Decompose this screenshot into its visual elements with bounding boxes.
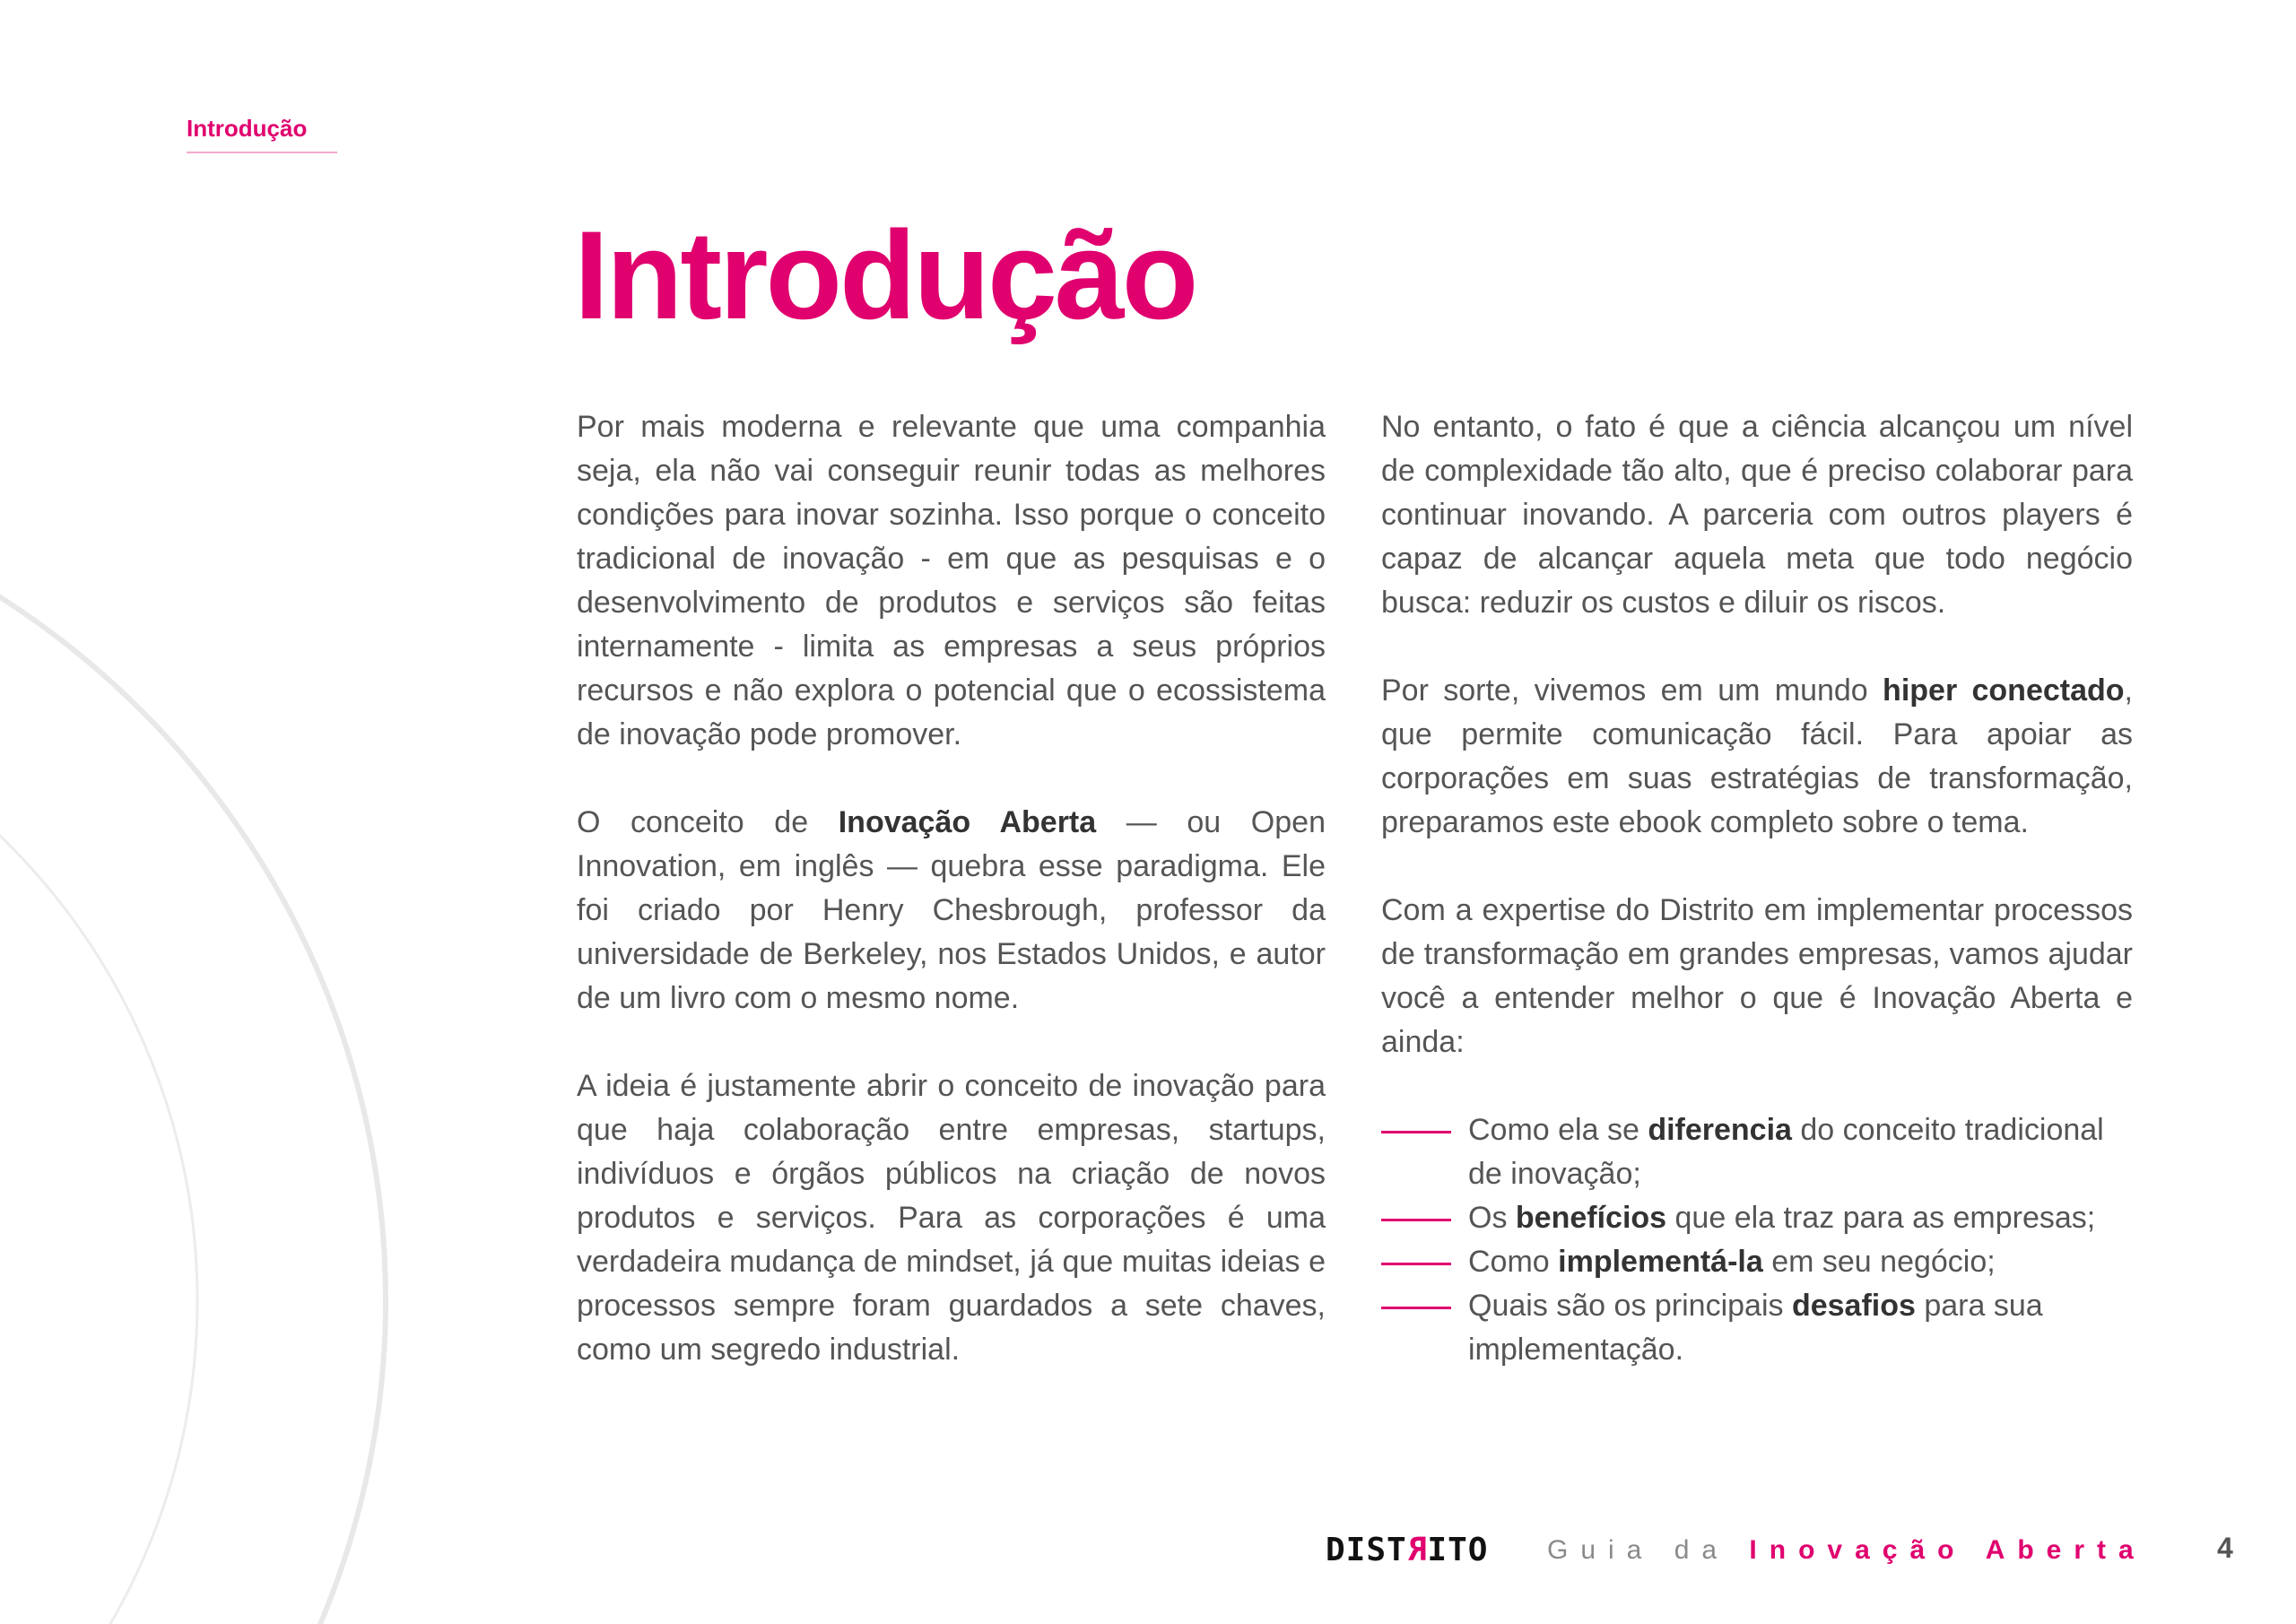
list-item: Como implementá-la em seu negócio; (1381, 1240, 2133, 1284)
right-paragraph-2: Por sorte, vivemos em um mundo hiper conectado, que permite comunicação fácil. Para apoiar as corporações em suas estratégias de transformação, preparamos este ebook completo sobre o tema. (1381, 673, 2133, 839)
guide-title: Guia da Inovação Aberta (1547, 1535, 2146, 1565)
section-tag: Introdução (187, 115, 337, 153)
right-paragraph-3: Com a expertise do Distrito em implementar processos de transformação em grandes empresas, vamos ajudar você a entender melhor o que é Inovação Aberta e ainda: (1381, 893, 2133, 1059)
right-paragraph-1: No entanto, o fato é que a ciência alcançou um nível de complexidade tão alto, que é preciso colaborar para continuar inovando. A parceria com outros players é capaz de alcançar aquela meta que todo negócio busca: reduzir os custos e diluir os riscos. (1381, 410, 2133, 620)
list-item: Como ela se diferencia do conceito tradicional de inovação; (1381, 1108, 2133, 1196)
highlight-inovacao-aberta: Inovação Aberta (838, 805, 1097, 839)
distrito-logo: DISTRITO (1326, 1532, 1489, 1568)
inner-arc (0, 655, 197, 1624)
outer-arc (0, 466, 386, 1624)
topics-list (1381, 1108, 2133, 1372)
right-column (1381, 405, 2133, 1372)
page-number: 4 (2217, 1532, 2233, 1564)
left-paragraph-3: A ideia é justamente abrir o conceito de inovação para que haja colaboração entre empresas, startups, indivíduos e órgãos públicos na criação de novos produtos e serviços. Para as corporações é uma verdadeira mudança de mindset, já que muitas ideias e processos sempre foram guardados a sete chaves, como um segredo industrial. (577, 1069, 1326, 1367)
highlight-hiper-conectado: hiper conectado (1883, 673, 2125, 708)
left-paragraph-1: Por mais moderna e relevante que uma companhia seja, ela não vai conseguir reunir todas as melhores condições para inovar sozinha. Isso porque o conceito tradicional de inovação - em que as pesquisas e o desenvolvimento de produtos e serviços são feitas internamente - limita as empresas a seus próprios recursos e não explora o potencial que o ecossistema de inovação pode promover. (577, 410, 1326, 751)
list-item: Quais são os principais desafios para sua implementação. (1381, 1284, 2133, 1372)
page-title: Introdução (574, 204, 1196, 345)
left-column (577, 405, 1326, 1416)
left-paragraph-2: O conceito de Inovação Aberta — ou Open Innovation, em inglês — quebra esse paradigma. Ele foi criado por Henry Chesbrough, professor da universidade de Berkeley, nos Estados Unidos, e autor de um livro com o mesmo nome. (577, 805, 1326, 1015)
list-item: Os benefícios que ela traz para as empresas; (1381, 1196, 2133, 1240)
